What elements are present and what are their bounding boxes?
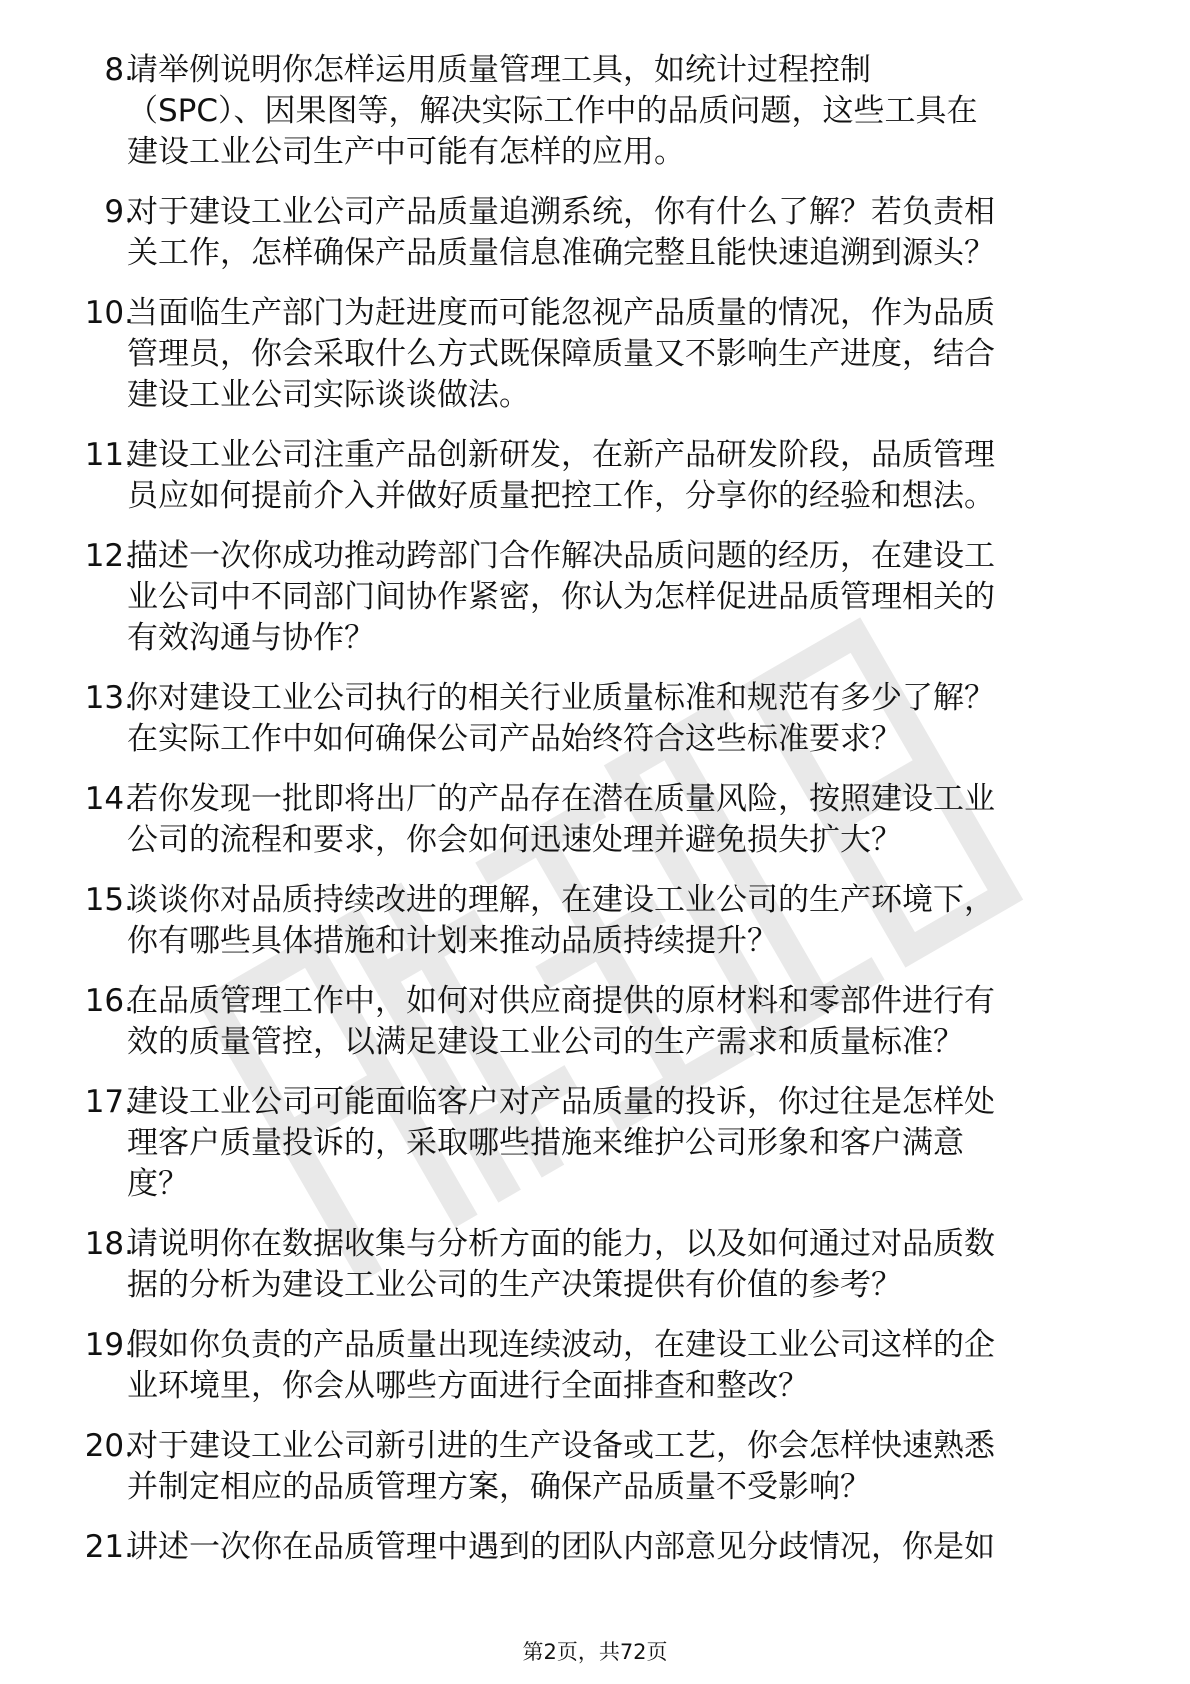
question-number: 16.	[84, 983, 134, 1019]
question-text	[0, 1224, 995, 1306]
question-line: 业环境里，你会从哪些方面进行全面排查和整改？	[127, 1368, 809, 1404]
question-number: 21.	[84, 1529, 134, 1565]
question-line: 并制定相应的品质管理方案，确保产品质量不受影响？	[127, 1469, 871, 1505]
question-line: 请举例说明你怎样运用质量管理工具，如统计过程控制	[127, 52, 871, 88]
question-text	[0, 192, 995, 274]
question-line: 当面临生产部门为赶进度而可能忽视产品质量的情况，作为品质	[127, 295, 995, 331]
question-text	[0, 293, 995, 416]
question-line: 讲述一次你在品质管理中遇到的团队内部意见分歧情况，你是如	[127, 1529, 995, 1565]
question-line: 业公司中不同部门间协作紧密，你认为怎样促进品质管理相关的	[127, 579, 995, 615]
question-line: 公司的流程和要求，你会如何迅速处理并避免损失扩大？	[127, 822, 902, 858]
question-line: 你对建设工业公司执行的相关行业质量标准和规范有多少了解？	[127, 680, 995, 716]
question-line: 建设工业公司可能面临客户对产品质量的投诉，你过往是怎样处	[127, 1084, 995, 1120]
question-number: 20.	[84, 1428, 134, 1464]
question-text	[0, 536, 995, 659]
question-line: 建设工业公司生产中可能有怎样的应用。	[127, 134, 685, 170]
question-text	[0, 1082, 995, 1205]
question-text	[0, 1325, 995, 1407]
question-number: 13.	[84, 680, 134, 716]
question-text	[0, 678, 995, 760]
question-text	[0, 50, 978, 173]
question-line: 若你发现一批即将出厂的产品存在潜在质量风险，按照建设工业	[127, 781, 995, 817]
question-line: 假如你负责的产品质量出现连续波动，在建设工业公司这样的企	[127, 1327, 995, 1363]
question-line: 关工作，怎样确保产品质量信息准确完整且能快速追溯到源头？	[127, 235, 995, 271]
question-line: 效的质量管控，以满足建设工业公司的生产需求和质量标准？	[127, 1024, 964, 1060]
question-line: 请说明你在数据收集与分析方面的能力，以及如何通过对品质数	[127, 1226, 995, 1262]
question-number: 10.	[84, 295, 134, 331]
question-line: 建设工业公司实际谈谈做法。	[127, 377, 530, 413]
question-text	[0, 435, 995, 517]
question-line: 员应如何提前介入并做好质量把控工作，分享你的经验和想法。	[127, 478, 995, 514]
question-number: 14.	[84, 781, 134, 817]
question-line: 谈谈你对品质持续改进的理解，在建设工业公司的生产环境下，	[127, 882, 995, 918]
question-line: 据的分析为建设工业公司的生产决策提供有价值的参考？	[127, 1267, 902, 1303]
question-number: 12.	[84, 538, 134, 574]
question-number: 11.	[84, 437, 134, 473]
question-text	[0, 981, 995, 1063]
question-line: 在品质管理工作中，如何对供应商提供的原材料和零部件进行有	[127, 983, 995, 1019]
question-number: 17.	[84, 1084, 134, 1120]
question-line: （SPC）、因果图等，解决实际工作中的品质问题，这些工具在	[127, 93, 978, 129]
question-line: 有效沟通与协作？	[127, 620, 375, 656]
question-text	[0, 1527, 995, 1568]
question-line: 对于建设工业公司产品质量追溯系统，你有什么了解？若负责相	[127, 194, 995, 230]
question-line: 描述一次你成功推动跨部门合作解决品质问题的经历，在建设工	[127, 538, 995, 574]
question-line: 你有哪些具体措施和计划来推动品质持续提升？	[127, 923, 778, 959]
question-number: 8.	[104, 52, 134, 88]
question-line: 理客户质量投诉的，采取哪些措施来维护公司形象和客户满意	[127, 1125, 964, 1161]
question-line: 管理员，你会采取什么方式既保障质量又不影响生产进度，结合	[127, 336, 995, 372]
question-text	[0, 1426, 995, 1508]
question-number: 19.	[84, 1327, 134, 1363]
question-text	[0, 779, 995, 861]
question-number: 18.	[84, 1226, 134, 1262]
question-line: 对于建设工业公司新引进的生产设备或工艺，你会怎样快速熟悉	[127, 1428, 995, 1464]
question-line: 建设工业公司注重产品创新研发，在新产品研发阶段，品质管理	[127, 437, 995, 473]
question-line: 在实际工作中如何确保公司产品始终符合这些标准要求？	[127, 721, 902, 757]
question-number: 9.	[104, 194, 134, 230]
page-footer: 第2页，共72页	[522, 1640, 668, 1664]
question-line: 度？	[127, 1166, 189, 1202]
question-number: 15.	[84, 882, 134, 918]
question-text	[0, 880, 995, 962]
